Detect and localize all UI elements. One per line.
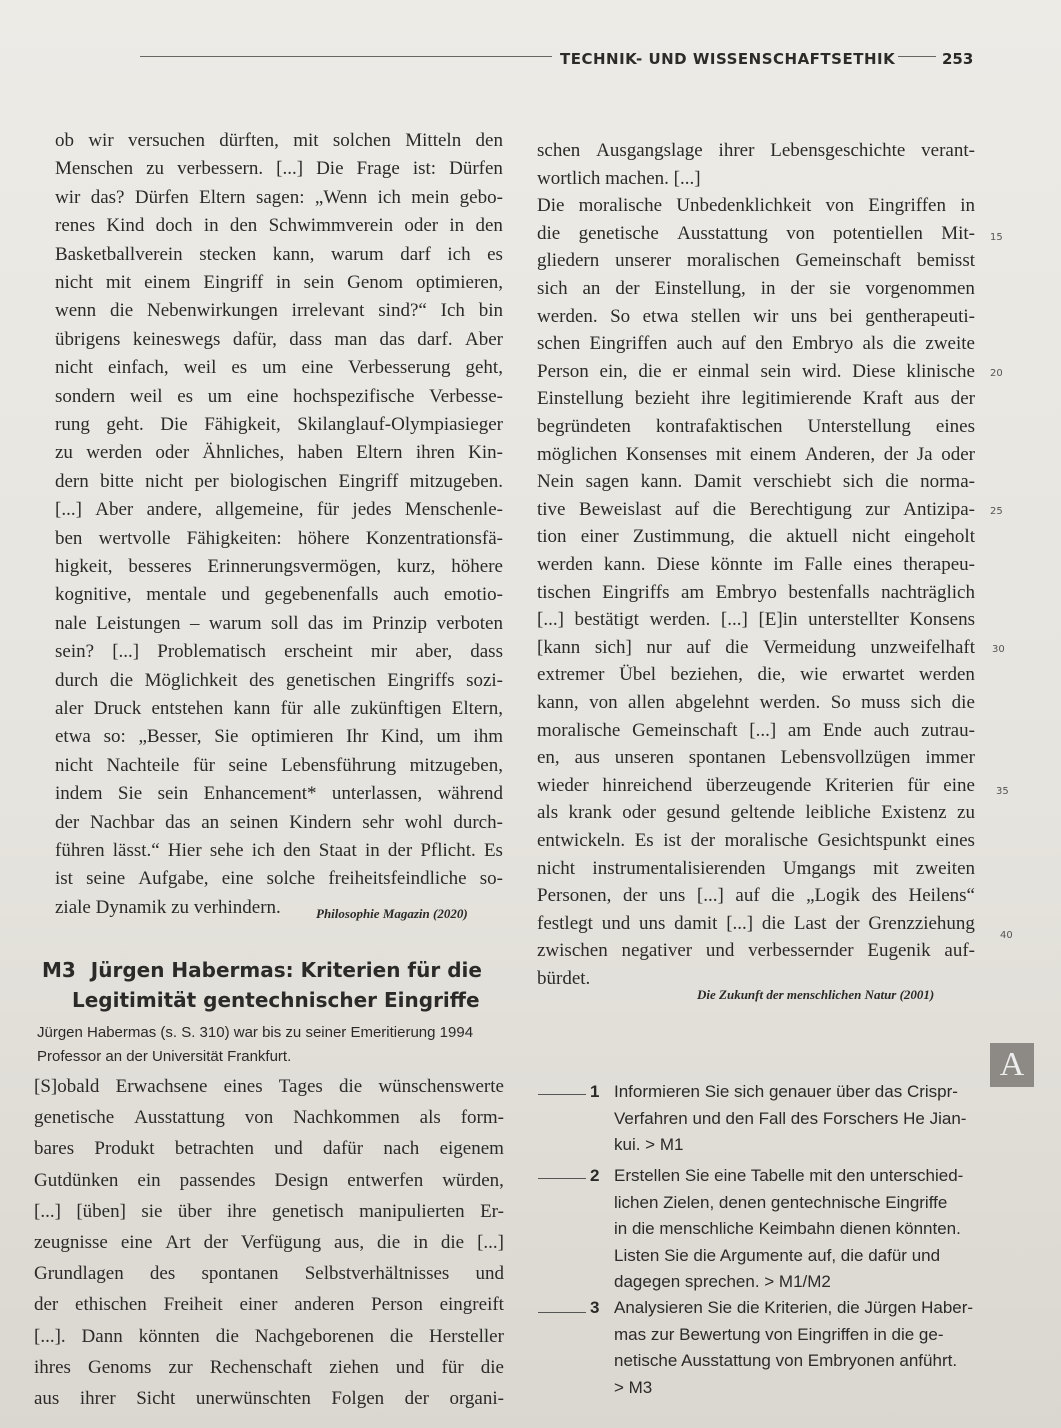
text-line: nicht instrumentalisierenden Umgangs mit zweiten [537, 857, 975, 879]
line-number: 20 [990, 368, 1003, 379]
text-line: nale Leistungen – warum soll das im Prinzip verboten [55, 612, 503, 634]
text-line: bares Produkt betrachten und dafür nach eigenem [34, 1138, 504, 1160]
task-line: lichen Zielen, denen gentechnische Eingriffe [614, 1192, 948, 1212]
text-line: schen Eingriffen auch auf den Embryo als die zweite [537, 333, 975, 355]
text-line: [...]. Dann könnten die Nachgeborenen die Hersteller [34, 1325, 504, 1347]
text-line: Menschen zu verbessern. [...] Die Frage ist: Dürfen [55, 158, 503, 180]
line-number: 25 [990, 506, 1003, 517]
text-line: der ethischen Freiheit einer anderen Person eingreift [34, 1294, 504, 1316]
text-line: ziale Dynamik zu verhindern. [55, 896, 281, 918]
page-number: 253 [942, 50, 974, 68]
text-line: Die moralische Unbedenklichkeit von Eingriffen in [537, 195, 975, 217]
task-line: > M3 [614, 1377, 653, 1397]
task-line: in die menschliche Keimbahn dienen könnten. [614, 1219, 961, 1238]
text-line: higkeit, besseres Erinnerungsvermögen, kurz, höhere [55, 556, 503, 577]
task-line: Analysieren Sie die Kriterien, die Jürgen Haber- [614, 1298, 974, 1317]
text-line: renes Kind doch in den Schwimmverein oder in den [55, 215, 503, 237]
text-line: Personen, der uns [...] auf die „Logik des Heilens“ [537, 885, 975, 907]
text-line: zu werden oder Ähnliches, haben Eltern ihren Kin- [55, 442, 503, 464]
task-line: Verfahren und den Fall des Forschers He Jian- [614, 1108, 967, 1128]
text-line: durch die Möglichkeit des genetischen Eingriffs sozi- [55, 669, 503, 691]
text-line: nicht einfach, weil es um eine Verbesserung geht, [55, 357, 503, 379]
text-line: rung geht. Die Fähigkeit, Skilanglauf-Olympiasieger [55, 414, 503, 435]
m3-title-line1: Jürgen Habermas: Kriterien für die [90, 958, 482, 982]
text-line: gliedern unserer moralischen Gemeinschaft bemisst [537, 250, 975, 272]
text-line: ob wir versuchen dürften, mit solchen Mitteln den [55, 130, 503, 151]
task-line: dagegen sprechen. > M1/M2 [614, 1272, 831, 1291]
task-number: 2 [590, 1166, 600, 1185]
text-line: ihres Genoms zur Rechenschaft ziehen und für die [34, 1356, 504, 1378]
text-line: führen lässt.“ Hier sehe ich den Staat in der Pflicht. Es [55, 840, 503, 861]
text-line: indem Sie sein Enhancement* unterlassen, während [55, 783, 503, 805]
task-line: kui. > M1 [614, 1135, 684, 1154]
text-line: zeugnisse eine Art der Verfügung aus, die in die [...] [34, 1232, 504, 1253]
text-line: en, aus unseren spontanen Lebensvollzügen immer [537, 747, 975, 769]
text-line: wortlich machen. [...] [537, 167, 701, 189]
m3-intro-line2: Professor an der Universität Frankfurt. [37, 1048, 292, 1065]
line-number: 30 [992, 644, 1005, 655]
text-line: kognitive, mentale und gegebenenfalls auch emotio- [55, 584, 503, 606]
text-line: [...] [üben] sie über ihre genetisch manipulierten Er- [34, 1200, 504, 1222]
line-number: 35 [996, 786, 1009, 797]
text-line: Basketballverein stecken kann, warum darf ich es [55, 243, 503, 265]
text-line: etwa so: „Besser, Sie optimieren Ihr Kind, um ihm [55, 726, 503, 748]
text-line: dern bitte nicht per biologischen Eingriff mitzugeben. [55, 470, 503, 492]
text-line: aler Druck entstehen kann für alle zukünftigen Eltern, [55, 698, 503, 719]
task-rule [538, 1094, 586, 1095]
task-number: 1 [590, 1082, 600, 1101]
task-number: 3 [590, 1298, 600, 1317]
text-line: kann, von allen abgelehnt werden. So muss sich die [537, 692, 975, 713]
task-rule [538, 1178, 586, 1179]
task-line: Informieren Sie sich genauer über das Crispr- [614, 1082, 958, 1101]
text-line: schen Ausgangslage ihrer Lebensgeschichte verant- [537, 140, 975, 161]
text-line: genetische Ausstattung von Nachkommen als form- [34, 1107, 504, 1129]
text-line: wir das? Dürfen Eltern sagen: „Wenn ich mein gebo- [55, 186, 503, 208]
task-rule [538, 1312, 586, 1313]
text-line: wieder hinreichend überzeugende Kriterien für eine [537, 774, 975, 796]
left-citation: Philosophie Magazin (2020) [316, 906, 468, 921]
text-line: bürdet. [537, 968, 591, 989]
text-line: [...] bestätigt werden. [...] [E]in unterstellter Konsens [537, 609, 975, 631]
text-line: sich an der Einstellung, in der sie vorgenommen [537, 278, 975, 299]
m3-title [42, 958, 482, 982]
text-line: Gutdünken ein passendes Design entwerfen würden, [34, 1169, 504, 1191]
text-line: aus ihrer Sicht unerwünschten Folgen der organi- [34, 1388, 504, 1409]
line-number: 15 [990, 232, 1003, 243]
task-line: Listen Sie die Argumente auf, die dafür und [614, 1245, 941, 1265]
text-line: wenn die Nebenwirkungen irrelevant sind?“ Ich bin [55, 300, 503, 322]
text-line: sein? [...] Problematisch erscheint mir aber, dass [55, 641, 503, 663]
text-line: nicht Nachteile für seine Lebensführung mitzugeben, [55, 754, 503, 776]
text-line: der Nachbar das an seinen Kindern sehr wohl durch- [55, 811, 503, 833]
text-line: [S]obald Erwachsene eines Tages die wünschenswerte [34, 1076, 504, 1097]
section-header: TECHNIK- UND WISSENSCHAFTSETHIK [560, 50, 896, 68]
text-line: Grundlagen des spontanen Selbstverhältnisses und [34, 1263, 504, 1285]
text-line: extremer Übel beziehen, die, wie erwartet werden [537, 664, 975, 686]
text-line: tion einer Zustimmung, die aktuell nicht eingeholt [537, 526, 975, 548]
text-line: entwickeln. Es ist der moralische Gesichtspunkt eines [537, 830, 975, 851]
text-line: festlegt und uns damit [...] die Last der Grenzziehung [537, 912, 975, 934]
text-line: sondern weil es um eine hochspezifische Verbesse- [55, 385, 503, 407]
text-line: die genetische Ausstattung von potentiellen Mit- [537, 222, 975, 244]
text-line: moralische Gemeinschaft [...] am Ende auch zutrau- [537, 719, 975, 741]
m3-title-line2: Legitimität gentechnischer Eingriffe [72, 988, 480, 1012]
text-line: tive Beweislast auf die Berechtigung zur Antizipa- [537, 498, 975, 520]
text-line: Nein sagen kann. Damit verschiebt sich die norma- [537, 471, 975, 493]
text-line: werden kann. Diese könnte im Falle eines therapeu- [537, 554, 975, 575]
line-number: 40 [1000, 930, 1013, 941]
m3-label: M3 [42, 958, 76, 982]
text-line: werden. So etwa stellen wir uns bei gentherapeuti- [537, 305, 975, 327]
text-line: Person ein, die er einmal sein wird. Diese klinische [537, 360, 975, 382]
text-line: [kann sich] nur auf die Vermeidung unzweifelhaft [537, 636, 975, 658]
text-line: Einstellung bezieht ihre legitimierende Kraft aus der [537, 388, 975, 410]
text-line: möglichen Konsenses mit einem Anderen, der Ja oder [537, 443, 975, 465]
text-line: zwischen negativer und verbessernder Eugenik auf- [537, 940, 975, 962]
text-line: übrigens keineswegs dafür, dass man das darf. Aber [55, 328, 503, 350]
header-rule-left [140, 56, 552, 57]
tasks-marker-icon: A [990, 1043, 1034, 1087]
task-line: Erstellen Sie eine Tabelle mit den unterschied- [614, 1166, 964, 1185]
text-line: [...] Aber andere, allgemeine, für jedes Menschenle- [55, 499, 503, 521]
text-line: als krank oder gesund geltende leibliche Existenz zu [537, 802, 975, 824]
task-line: mas zur Bewertung von Eingriffen in die ge- [614, 1324, 944, 1344]
text-line: begründeten kontrafaktischen Unterstellung eines [537, 416, 975, 437]
text-line: tischen Eingriffs am Embryo bestenfalls nachträglich [537, 581, 975, 603]
task-line: netische Ausstattung von Embryonen anführt. [614, 1351, 958, 1370]
text-line: nicht mit einem Eingriff in sein Genom optimieren, [55, 272, 503, 293]
header-rule-right [898, 56, 936, 57]
right-citation: Die Zukunft der menschlichen Natur (2001) [697, 987, 935, 1002]
m3-intro-line1: Jürgen Habermas (s. S. 310) war bis zu seiner Emeritierung 1994 [37, 1024, 474, 1041]
text-line: ben wertvolle Fähigkeiten: höhere Konzentrationsfä- [55, 527, 503, 549]
text-line: ist seine Aufgabe, eine solche freiheitsfeindliche so- [55, 868, 503, 890]
